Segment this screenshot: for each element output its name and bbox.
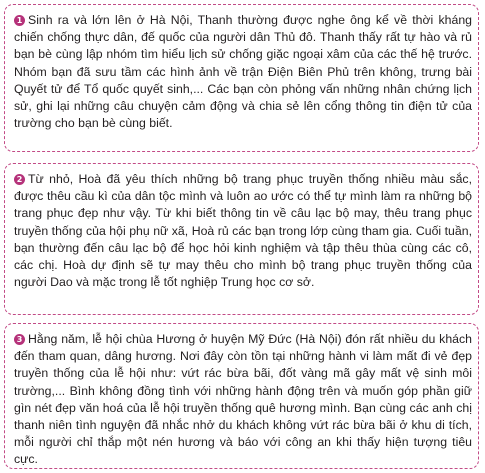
situation-text-2: Từ nhỏ, Hoà đã yêu thích những bộ trang phục truyền thống nhiều màu sắc, được thêu cầu kì của dân tộc mình và luôn ao ước có thể tự mình làm ra những bộ trang phục đẹp như vậy. Từ khi biết thông tin về câu lạc bộ may, thêu trang phục truyền thống của hội phụ nữ xã, Hoà rủ các bạn trong lớp cùng tham gia. Cuối tuần, bạn thường đến câu lạc bộ để học hỏi kinh nghiệm và tập thêu thùa cùng các cô, các chị. Hoà dự định sẽ tự may thêu cho mình bộ trang phục truyền thống của người Dao và mặc trong lễ tốt nghiệp Trung học cơ sở. xyxy=(14,172,472,290)
situation-text-3: Hằng năm, lễ hội chùa Hương ở huyện Mỹ Đức (Hà Nội) đón rất nhiều du khách đến tham quan, dâng hương. Nơi đây còn tồn tại những hành vi làm mất đi vẻ đẹp truyền thống của lễ hội như: vứt rác bừa bãi, đốt vàng mã gây mất vệ sinh môi trường,... Bình không đồng tình với những hành động trên và muốn góp phần giữ gìn nét đẹp văn hoá của lễ hội truyền thống quê hương mình. Bạn cùng các anh chị thanh niên tình nguyện đã nhắc nhở du khách không vứt rác bừa bãi ở khu di tích, mỗi người chỉ thắp một nén hương và báo với công an khi thấy hiện tượng tiêu cực. xyxy=(14,332,472,467)
situation-card-1 xyxy=(4,4,479,152)
situation-number-badge-3: 3 xyxy=(14,334,25,345)
situation-text-1: Sinh ra và lớn lên ở Hà Nội, Thanh thường được nghe ông kể về thời kháng chiến chống thực dân, đế quốc của người dân Thủ đô. Thanh thấy rất tự hào và rủ bạn bè cùng lập nhóm tìm hiểu lịch sử chống giặc ngoại xâm của các thế hệ trước. Nhóm bạn đã sưu tầm các hình ảnh về trận Điện Biên Phủ trên không, trưng bài Quyết tử để Tổ quốc quyết sinh,... Các bạn còn phỏng vấn những nhân chứng lịch sử, ghi lại những câu chuyện cảm động và chia sẻ lên cổng thông tin điện tử của trường cho bạn bè cùng biết. xyxy=(14,13,472,131)
situation-card-2 xyxy=(4,163,479,315)
situation-card-3 xyxy=(4,323,479,469)
situation-number-badge-2: 2 xyxy=(14,174,25,185)
situation-number-badge-1: 1 xyxy=(14,15,25,26)
